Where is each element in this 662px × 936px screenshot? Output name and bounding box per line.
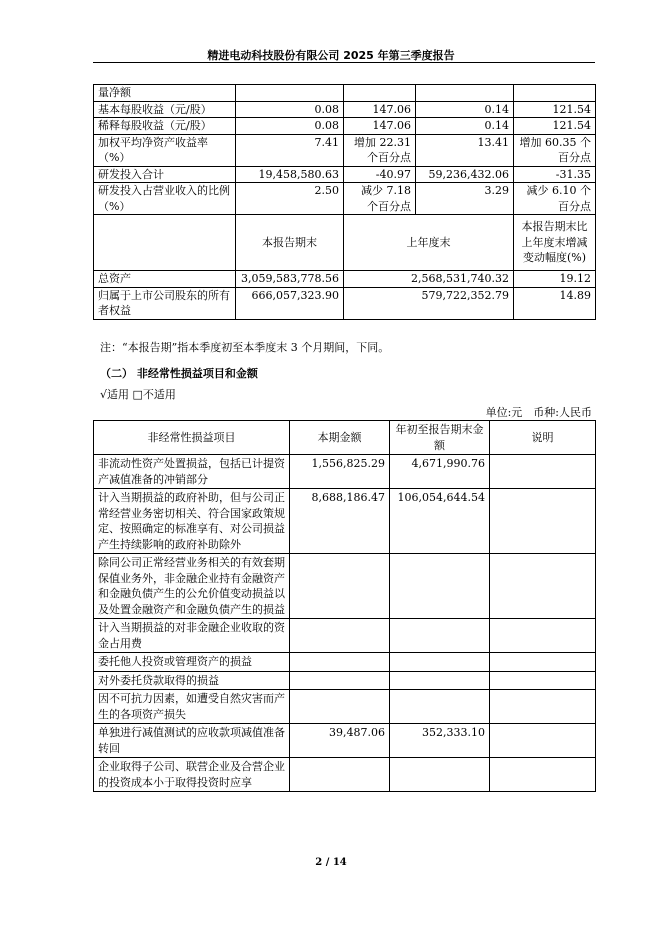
table-row — [94, 287, 596, 319]
table-cell — [490, 619, 596, 653]
table-cell — [490, 455, 596, 489]
table-cell: 量净额 — [94, 85, 236, 102]
table-cell — [514, 85, 596, 102]
table-cell: -31.35 — [514, 166, 596, 183]
table-cell: 19,458,580.63 — [236, 166, 344, 183]
table-row — [94, 489, 596, 554]
table-cell: 稀释每股收益（元/股） — [94, 118, 236, 135]
table-cell — [490, 758, 596, 792]
checkbox-label: 不适用 — [142, 388, 176, 401]
table-cell — [344, 85, 416, 102]
table-cell: 59,236,432.06 — [416, 166, 514, 183]
table-cell: 加权平均净资产收益率（%） — [94, 134, 236, 166]
table-cell: 基本每股收益（元/股） — [94, 101, 236, 118]
financial-indicators-table — [93, 84, 596, 320]
table-row — [94, 183, 596, 215]
table-cell: 委托他人投资或管理资产的损益 — [94, 653, 290, 672]
table-cell: 14.89 — [514, 287, 596, 319]
table-header-cell: 年初至报告期末金额 — [390, 421, 490, 455]
table-row — [94, 554, 596, 619]
table-cell: 研发投入占营业收入的比例（%） — [94, 183, 236, 215]
table-cell — [290, 554, 390, 619]
table-cell: 减少 7.18 个百分点 — [344, 183, 416, 215]
report-header-title: 精进电动科技股份有限公司 2025 年第三季度报告 — [207, 49, 455, 62]
table-cell: 非流动性资产处置损益，包括已计提资产减值准备的冲销部分 — [94, 455, 290, 489]
page-number: 2 / 14 — [315, 857, 347, 868]
table-cell — [290, 619, 390, 653]
table-row — [94, 134, 596, 166]
checkbox-checked-mark[interactable]: √ — [100, 388, 108, 401]
table-cell: 13.41 — [416, 134, 514, 166]
checkbox-unchecked-mark[interactable]: □ — [132, 388, 143, 401]
table-cell — [290, 758, 390, 792]
table-cell: 计入当期损益的政府补助，但与公司正常经营业务密切相关、符合国家政策规定、按照确定的标准享有、对公司损益产生持续影响的政府补助除外 — [94, 489, 290, 554]
table-cell: 19.12 — [514, 271, 596, 288]
table-cell: 对外委托贷款取得的损益 — [94, 671, 290, 690]
table-row — [94, 166, 596, 183]
table-cell: -40.97 — [344, 166, 416, 183]
table-cell — [390, 690, 490, 724]
table-cell: 总资产 — [94, 271, 236, 288]
applicability-selector — [100, 386, 176, 402]
table-cell: 7.41 — [236, 134, 344, 166]
table-row — [94, 101, 596, 118]
table-header-cell: 说明 — [490, 421, 596, 455]
unit-label: 单位:元 币种:人民币 — [485, 406, 592, 419]
table-cell — [490, 489, 596, 554]
table-row — [94, 271, 596, 288]
table-cell: 2,568,531,740.32 — [344, 271, 514, 288]
table-header-cell: 本报告期末 — [236, 215, 344, 271]
table-cell: 2.50 — [236, 183, 344, 215]
table-cell: 企业取得子公司、联营企业及合营企业的投资成本小于取得投资时应享 — [94, 758, 290, 792]
table-row — [94, 724, 596, 758]
table-cell: 352,333.10 — [390, 724, 490, 758]
table-cell — [390, 554, 490, 619]
table-row — [94, 690, 596, 724]
table-cell: 106,054,644.54 — [390, 489, 490, 554]
table-cell: 4,671,990.76 — [390, 455, 490, 489]
table-cell: 增加 22.31 个百分点 — [344, 134, 416, 166]
table-row — [94, 455, 596, 489]
table-header-cell: 本期金额 — [290, 421, 390, 455]
table-cell — [490, 690, 596, 724]
table-cell: 147.06 — [344, 118, 416, 135]
table-cell — [490, 671, 596, 690]
table-cell: 减少 6.10 个百分点 — [514, 183, 596, 215]
table-cell — [490, 653, 596, 672]
table-cell: 0.08 — [236, 101, 344, 118]
table-cell — [390, 671, 490, 690]
table-cell: 39,487.06 — [290, 724, 390, 758]
table-cell — [290, 671, 390, 690]
table-cell: 666,057,323.90 — [236, 287, 344, 319]
table-header-cell: 非经常性损益项目 — [94, 421, 290, 455]
section-title: （二） 非经常性损益项目和金额 — [100, 367, 258, 380]
table-cell: 除同公司正常经营业务相关的有效套期保值业务外，非金融企业持有金融资产和金融负债产生的公允价值变动损益以及处置金融资产和金融负债产生的损益 — [94, 554, 290, 619]
table-cell — [416, 85, 514, 102]
table-cell: 3,059,583,778.56 — [236, 271, 344, 288]
table-cell: 因不可抗力因素，如遭受自然灾害而产生的各项资产损失 — [94, 690, 290, 724]
table-header-row — [94, 421, 596, 455]
table-header-cell: 上年度末 — [344, 215, 514, 271]
table-cell — [290, 653, 390, 672]
table-cell — [236, 85, 344, 102]
table-cell — [390, 619, 490, 653]
table-cell: 579,722,352.79 — [344, 287, 514, 319]
table-cell: 3.29 — [416, 183, 514, 215]
table-cell: 归属于上市公司股东的所有者权益 — [94, 287, 236, 319]
table-row — [94, 653, 596, 672]
table-row — [94, 118, 596, 135]
table-cell: 8,688,186.47 — [290, 489, 390, 554]
table-cell: 0.14 — [416, 118, 514, 135]
table-cell — [94, 215, 236, 271]
header-divider — [93, 62, 595, 63]
table-cell: 单独进行减值测试的应收款项减值准备转回 — [94, 724, 290, 758]
checkbox-label: 适用 — [107, 388, 130, 401]
table-cell: 147.06 — [344, 101, 416, 118]
non-recurring-items-table — [93, 420, 596, 792]
table-row — [94, 671, 596, 690]
table-cell — [490, 554, 596, 619]
table-cell: 1,556,825.29 — [290, 455, 390, 489]
table-cell: 121.54 — [514, 118, 596, 135]
footnote: 注：“本报告期”指本季度初至本季度末 3 个月期间，下同。 — [100, 341, 390, 354]
table-cell — [390, 653, 490, 672]
table-cell: 研发投入合计 — [94, 166, 236, 183]
table-cell: 0.14 — [416, 101, 514, 118]
table-header-cell: 本报告期末比上年度末增减变动幅度(%) — [514, 215, 596, 271]
table-cell — [490, 724, 596, 758]
table-row — [94, 758, 596, 792]
table-cell: 计入当期损益的对非金融企业收取的资金占用费 — [94, 619, 290, 653]
table-cell: 0.08 — [236, 118, 344, 135]
table-cell — [390, 758, 490, 792]
table-cell: 增加 60.35 个百分点 — [514, 134, 596, 166]
table-row — [94, 619, 596, 653]
table-cell: 121.54 — [514, 101, 596, 118]
table-row — [94, 85, 596, 102]
table-cell — [290, 690, 390, 724]
table-subheader-row — [94, 215, 596, 271]
